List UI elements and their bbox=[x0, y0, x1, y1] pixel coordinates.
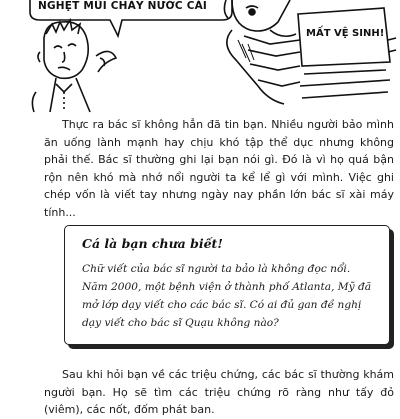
cartoon-illustration bbox=[0, 0, 400, 112]
sign-text: MẤT VỆ SINH! bbox=[306, 28, 385, 39]
speech-bubble-text: NGHẸT MŨI CHẢY NƯỚC CÁI bbox=[38, 0, 208, 12]
doctor-figure bbox=[224, 0, 300, 104]
sick-boy-figure bbox=[32, 20, 116, 112]
info-box-body: Chữ viết của bác sĩ người ta bảo là không đọc nổi. Năm 2000, một bệnh viện ở thành phố Atlanta, Mỹ đã mở lớp dạy viết cho các bác sĩ. Có ai đủ gan đề nghị dạy viết cho bác sĩ Quạu không nào? bbox=[82, 263, 372, 329]
body-paragraph-1: Thực ra bác sĩ không hẳn đã tin bạn. Nhiều người bảo mình ăn uống lành mạnh hay chịu khó tập thể dục nhưng không phải thế. Bác sĩ thường ghi lại bạn nói gì. Đó là vì họ quá bận rộn nên khó mà nhớ nổi người ta kể lể gì với mình. Việc ghi chép vốn là viết tay nhưng ngày nay phần lớn bác sĩ xài máy tính... bbox=[44, 118, 394, 219]
body-paragraph-2: Sau khi hỏi bạn về các triệu chứng, các bác sĩ thường khám người bạn. Họ sẽ tìm các triệu chứng rõ ràng như tấy đỏ (viêm), các nốt, đốm phát ban. bbox=[44, 368, 394, 416]
info-box-title: Cá là bạn chưa biết! bbox=[82, 236, 223, 251]
sign-board bbox=[298, 8, 396, 98]
